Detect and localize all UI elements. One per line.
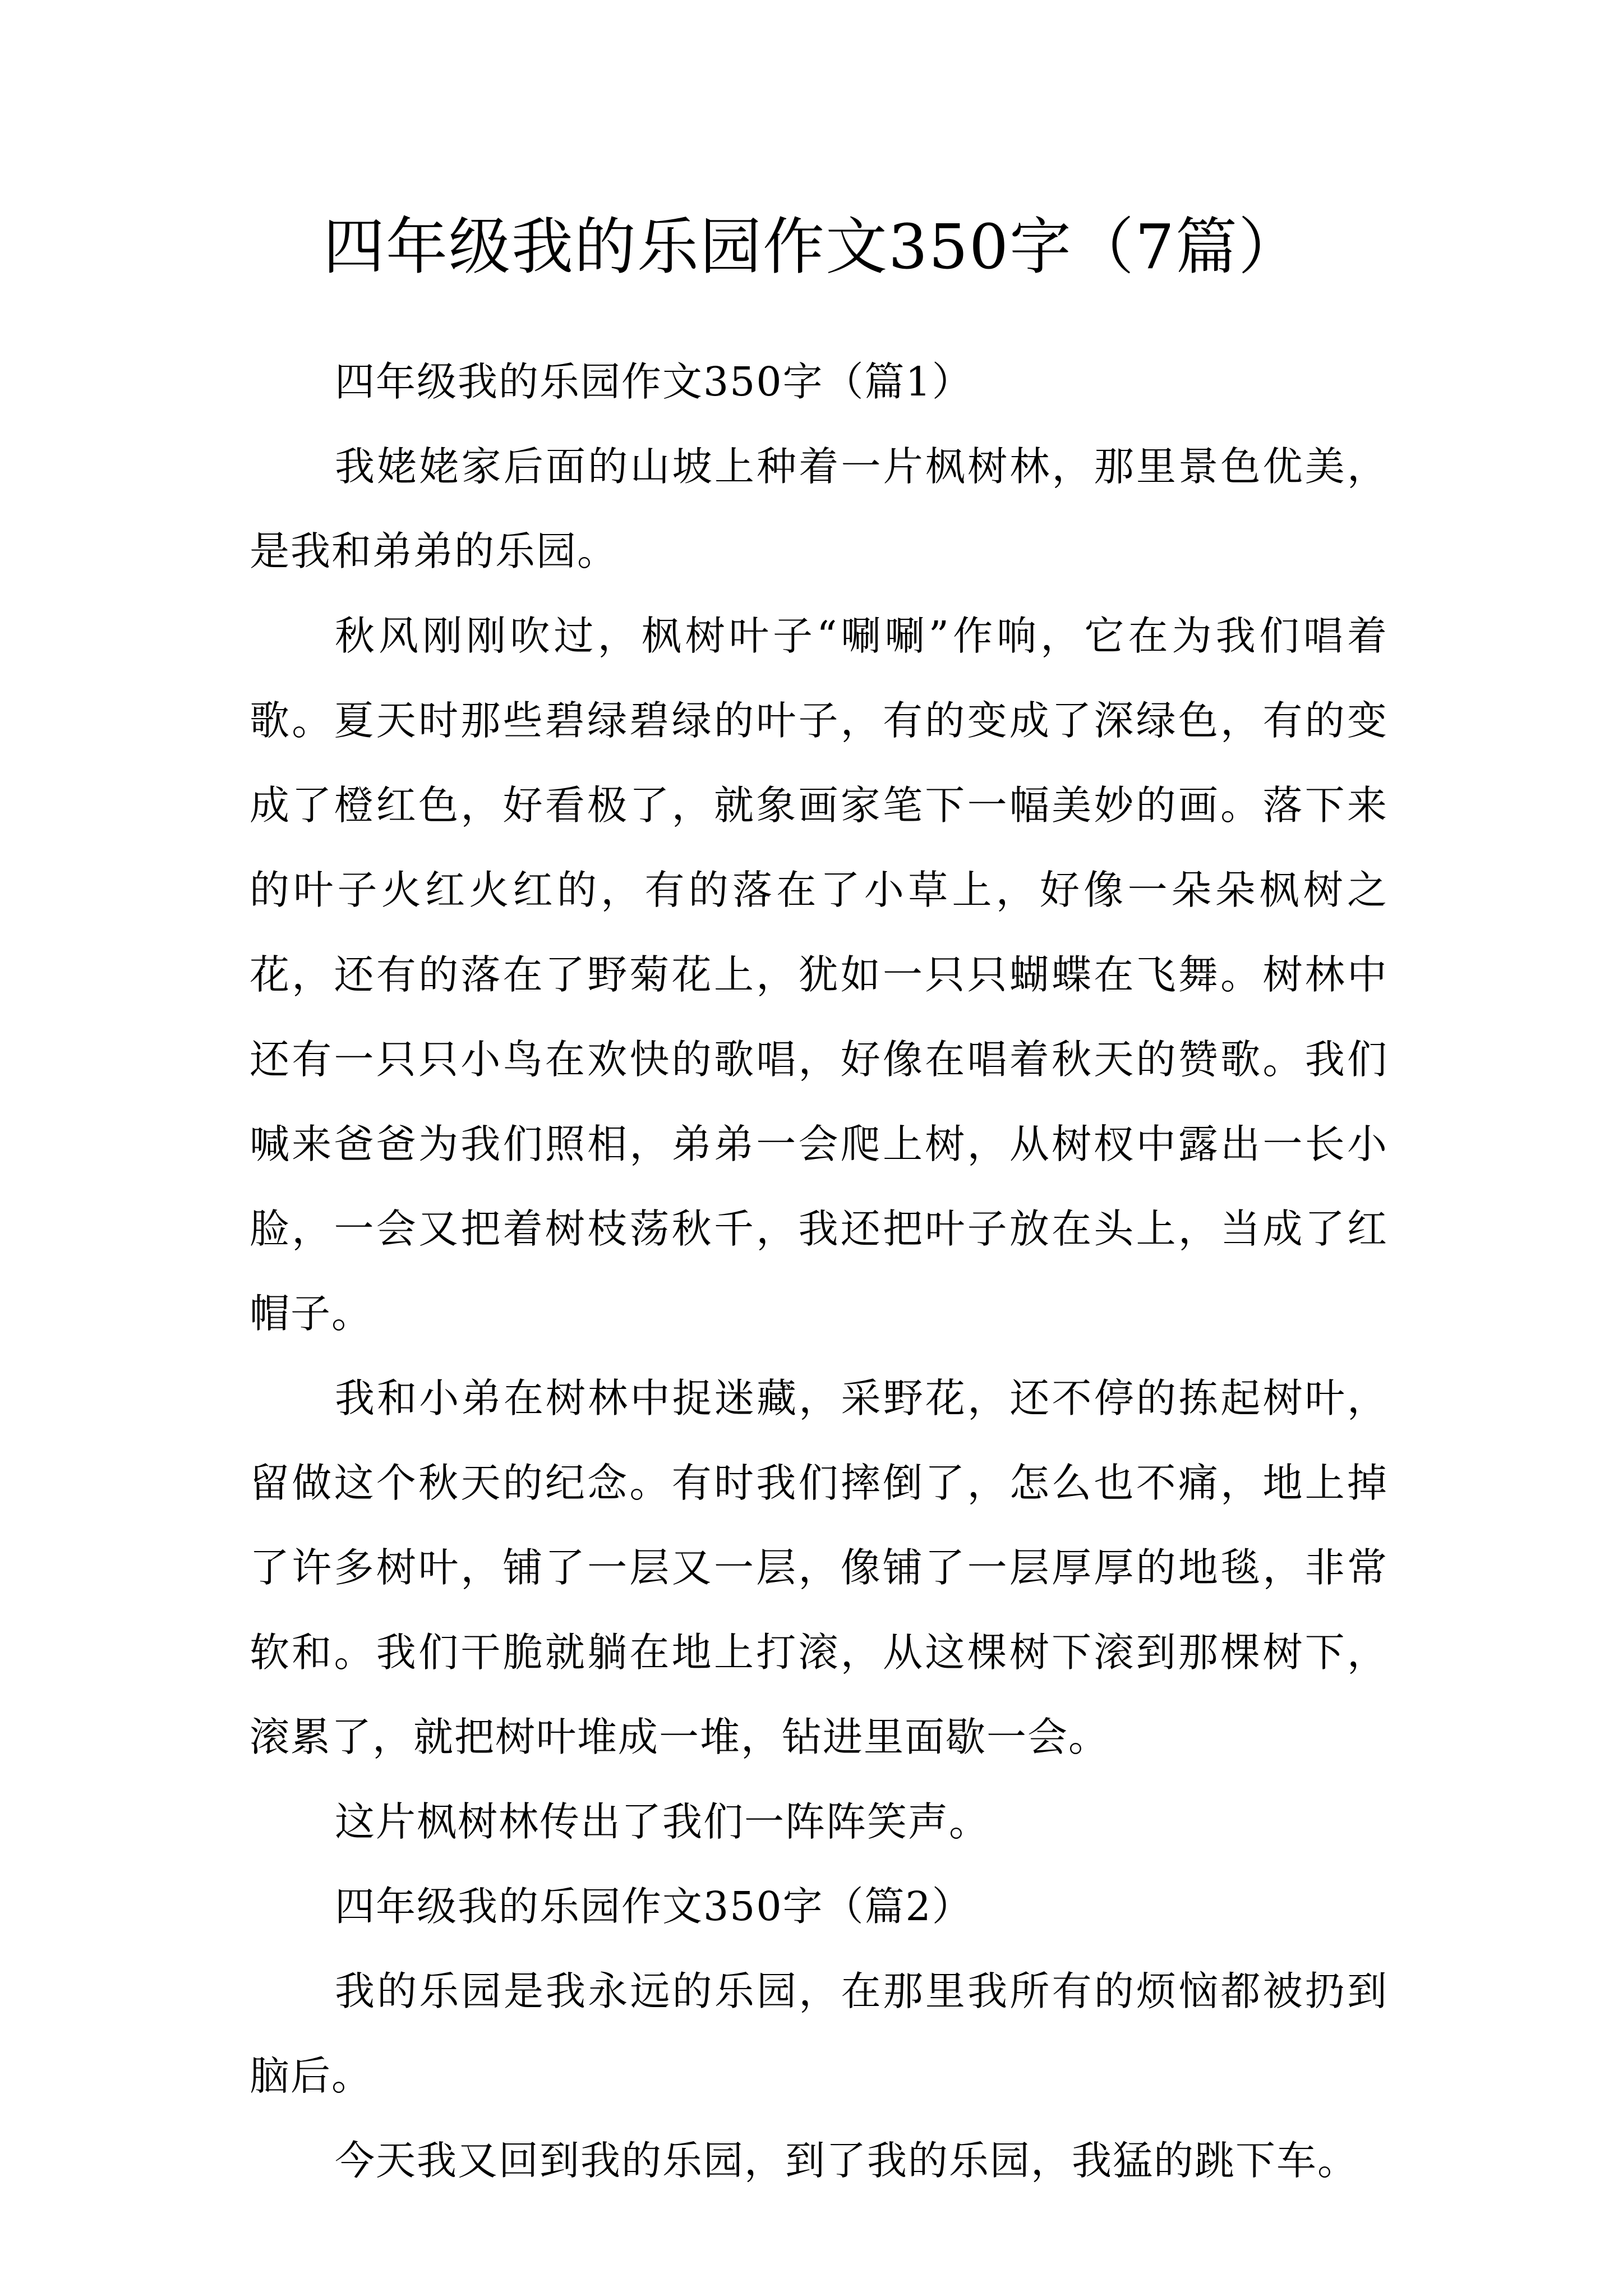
document-title: 四年级我的乐园作文350字（7篇）: [323, 211, 1301, 283]
section-heading: 四年级我的乐园作文350字（篇1）: [335, 358, 973, 405]
paragraph: 我和小弟在树林中捉迷藏，采野花，还不停的拣起树叶，留做这个秋天的纪念。有时我们摔倒了，怎么也不痛，地上掉了许多树叶，铺了一层又一层，像铺了一层厚厚的地毯，非常软和。我们干脆就躺在地上打滚，从这棵树下滚到那棵树下，滚累了，就把树叶堆成一堆，钻进里面歇一会。: [250, 1375, 1388, 1760]
paragraph: 这片枫树林传出了我们一阵阵笑声。: [335, 1798, 990, 1845]
paragraph: 我姥姥家后面的山坡上种着一片枫树林，那里景色优美，是我和弟弟的乐园。: [250, 443, 1388, 574]
paragraph: 今天我又回到我的乐园，到了我的乐园，我猛的跳下车。: [335, 2137, 1359, 2184]
paragraph: 我的乐园是我永远的乐园，在那里我所有的烦恼都被扔到脑后。: [250, 1968, 1388, 2099]
document-body: [250, 339, 1388, 2203]
paragraph: 秋风刚刚吹过，枫树叶子“唰唰”作响，它在为我们唱着歌。夏天时那些碧绿碧绿的叶子，有的变成了深绿色，有的变成了橙红色，好看极了，就象画家笔下一幅美妙的画。落下来的叶子火红火红的，有的落在了小草上，好像一朵朵枫树之花，还有的落在了野菊花上，犹如一只只蝴蝶在飞舞。树林中还有一只只小鸟在欢快的歌唱，好像在唱着秋天的赞歌。我们喊来爸爸为我们照相，弟弟一会爬上树，从树杈中露出一长小脸，一会又把着树枝荡秋千，我还把叶子放在头上，当成了红帽子。: [250, 613, 1388, 1337]
section-heading: 四年级我的乐园作文350字（篇2）: [335, 1883, 973, 1930]
